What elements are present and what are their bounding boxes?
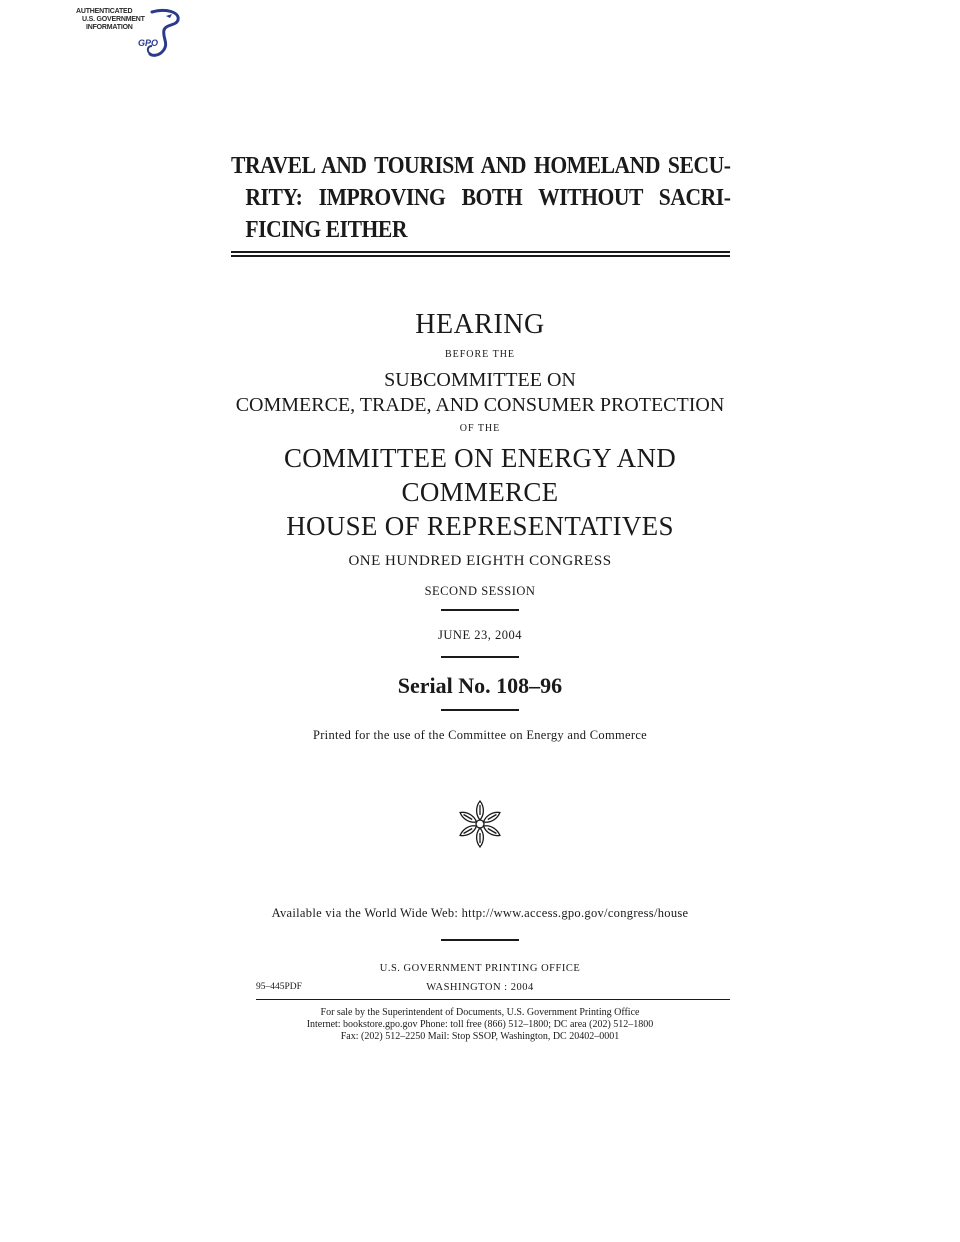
serial-rule (441, 709, 519, 711)
sale-info-line-2: Internet: bookstore.gpo.gov Phone: toll free (866) 512–1800; DC area (202) 512–1800 (306, 1019, 654, 1030)
title-double-rule (231, 251, 730, 257)
session-label: SECOND SESSION (424, 584, 536, 598)
printed-for-note: Printed for the use of the Committee on Energy and Commerce (312, 728, 648, 742)
congress-label: ONE HUNDRED EIGHTH CONGRESS (348, 553, 612, 569)
sale-info-line-3: Fax: (202) 512–2250 Mail: Stop SSOP, Washington, DC 20402–0001 (340, 1031, 620, 1042)
committee-name-line-1: COMMITTEE ON ENERGY AND (283, 443, 677, 473)
hearing-date: JUNE 23, 2004 (438, 628, 522, 642)
seal-text-authenticated: AUTHENTICATED (76, 8, 133, 15)
subcommittee-label: SUBCOMMITTEE ON (384, 369, 576, 391)
session-rule (441, 609, 519, 611)
seal-text-gpo: GPO (138, 38, 159, 48)
of-the-label: OF THE (459, 423, 501, 434)
printing-office: U.S. GOVERNMENT PRINTING OFFICE (379, 963, 581, 974)
house-of-representatives: HOUSE OF REPRESENTATIVES (286, 511, 674, 541)
printers-ornament-icon (454, 798, 506, 850)
place-and-year: WASHINGTON : 2004 (426, 982, 534, 993)
title-line-3: FICING EITHER (245, 217, 407, 243)
before-the-label: BEFORE THE (444, 349, 516, 360)
availability-rule (441, 939, 519, 941)
committee-name-line-2: COMMERCE (401, 477, 559, 507)
availability-note: Available via the World Wide Web: http://www.access.gpo.gov/congress/house (271, 906, 689, 920)
subcommittee-name: COMMERCE, TRADE, AND CONSUMER PROTECTION (235, 394, 725, 416)
document-id: 95–445PDF (256, 982, 302, 992)
seal-text-information: INFORMATION (86, 24, 133, 31)
document-title (231, 150, 731, 246)
gpo-authentication-seal (66, 6, 186, 58)
imprint-rule (256, 999, 730, 1000)
date-rule (441, 656, 519, 658)
sale-info-line-1: For sale by the Superintendent of Documents, U.S. Government Printing Office (320, 1007, 640, 1018)
title-line-1: TRAVEL AND TOURISM AND HOMELAND SECU- (231, 153, 731, 179)
seal-text-government: U.S. GOVERNMENT (82, 16, 145, 23)
title-line-2: RITY: IMPROVING BOTH WITHOUT SACRI- (245, 185, 731, 211)
serial-number: Serial No. 108–96 (397, 673, 563, 698)
hearing-heading: HEARING (415, 309, 545, 340)
eagle-icon (66, 6, 186, 58)
